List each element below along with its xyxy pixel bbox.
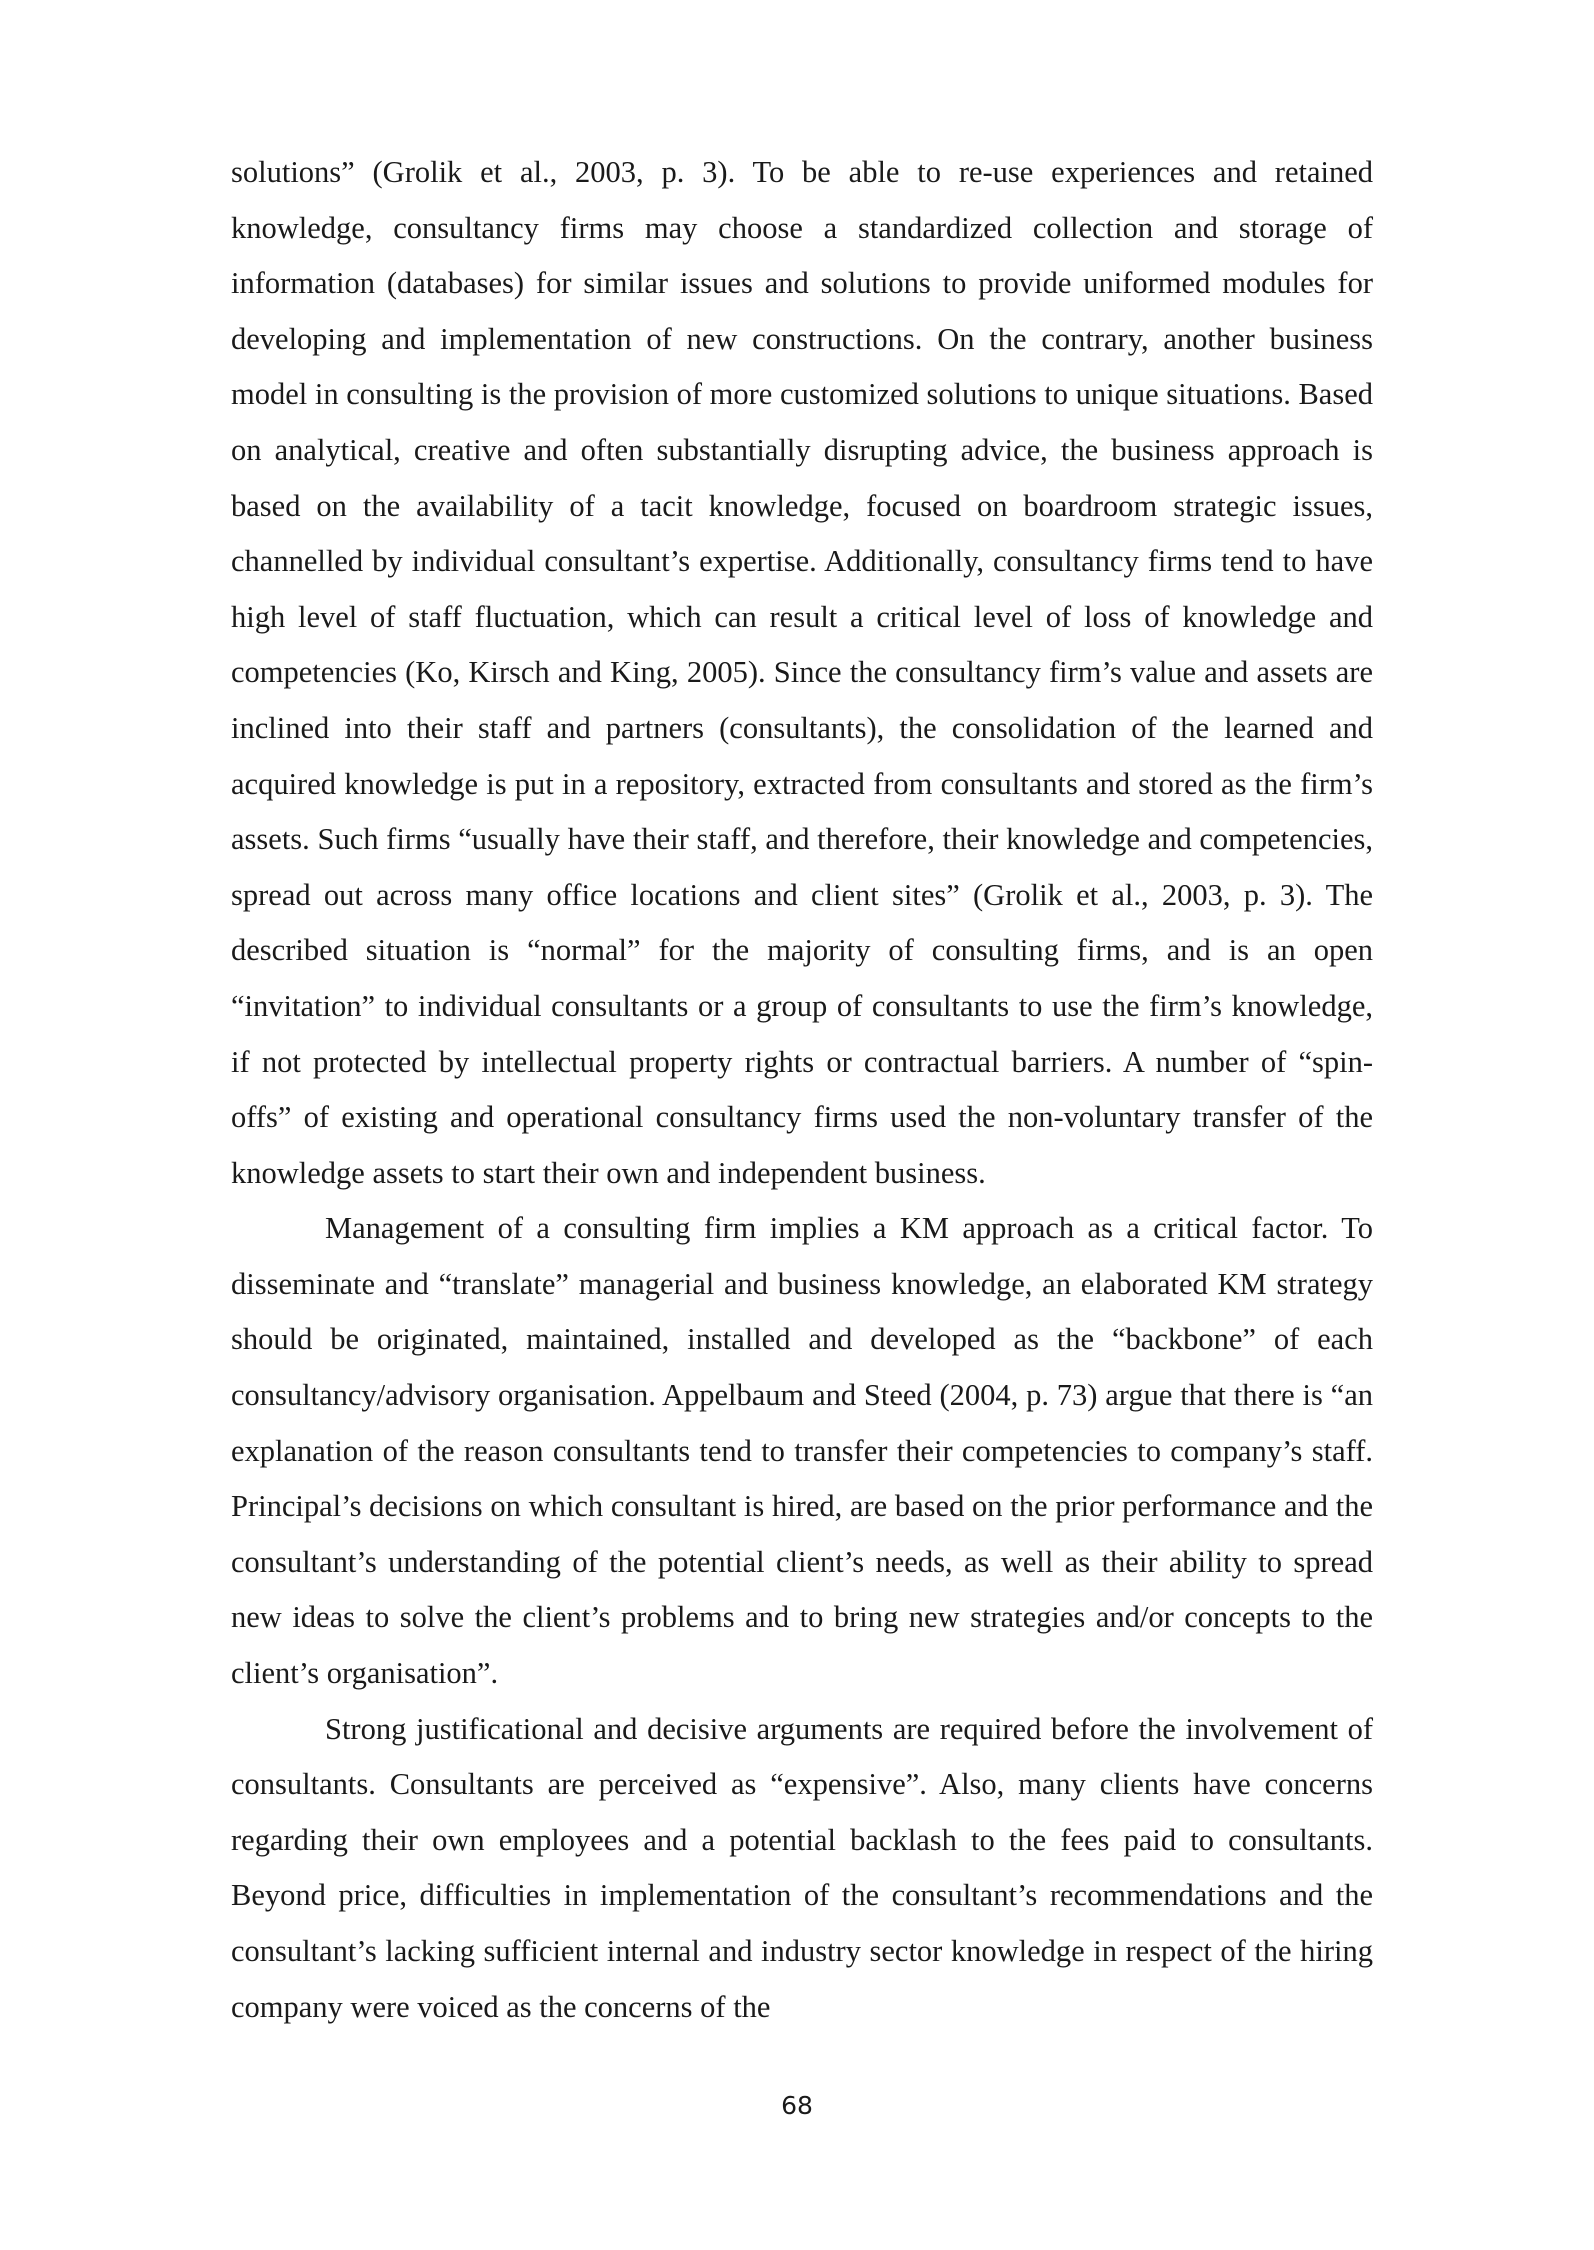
body-text [231, 145, 1373, 2035]
page-number: 68 [781, 2091, 813, 2120]
paragraph-3: Strong justificational and decisive arguments are required before the involvement of consultants. Consultants are perceived as “expensive”. Also, many clients have concerns regarding their own employees and a potential backlash to the fees paid to consultants. Beyond price, difficulties in implementation of the consultant’s recommendations and the consultant’s lacking sufficient internal and industry sector knowledge in respect of the hiring company were voiced as the concerns of the [231, 1711, 1373, 2024]
paragraph-2: Management of a consulting firm implies a KM approach as a critical factor. To disseminate and “translate” managerial and business knowledge, an elaborated KM strategy should be originated, maintained, installed and developed as the “backbone” of each consultancy/advisory organisation. Appelbaum and Steed (2004, p. 73) argue that there is “an explanation of the reason consultants tend to transfer their competencies to company’s staff. Principal’s decisions on which consultant is hired, are based on the prior performance and the consultant’s understanding of the potential client’s needs, as well as their ability to spread new ideas to solve the client’s problems and to bring new strategies and/or concepts to the client’s organisation”. [231, 1211, 1373, 1691]
paragraph-1: solutions” (Grolik et al., 2003, p. 3). To be able to re-use experiences and retained knowledge, consultancy firms may choose a standardized collection and storage of information (databases) for similar issues and solutions to provide uniformed modules for developing and implementation of new constructions. On the contrary, another business model in consulting is the provision of more customized solutions to unique situations. Based on analytical, creative and often substantially disrupting advice, the business approach is based on the availability of a tacit knowledge, focused on boardroom strategic issues, channelled by individual consultant’s expertise. Additionally, consultancy firms tend to have high level of staff fluctuation, which can result a critical level of loss of knowledge and competencies (Ko, Kirsch and King, 2005). Since the consultancy firm’s value and assets are inclined into their staff and partners (consultants), the consolidation of the learned and acquired knowledge is put in a repository, extracted from consultants and stored as the firm’s assets. Such firms “usually have their staff, and therefore, their knowledge and competencies, spread out across many office locations and client sites” (Grolik et al., 2003, p. 3). The described situation is “normal” for the majority of consulting firms, and is an open “invitation” to individual consultants or a group of consultants to use the firm’s knowledge, if not protected by intellectual property rights or contractual barriers. A number of “spin-offs” of existing and operational consultancy firms used the non-voluntary transfer of the knowledge assets to start their own and independent business. [231, 155, 1373, 1190]
